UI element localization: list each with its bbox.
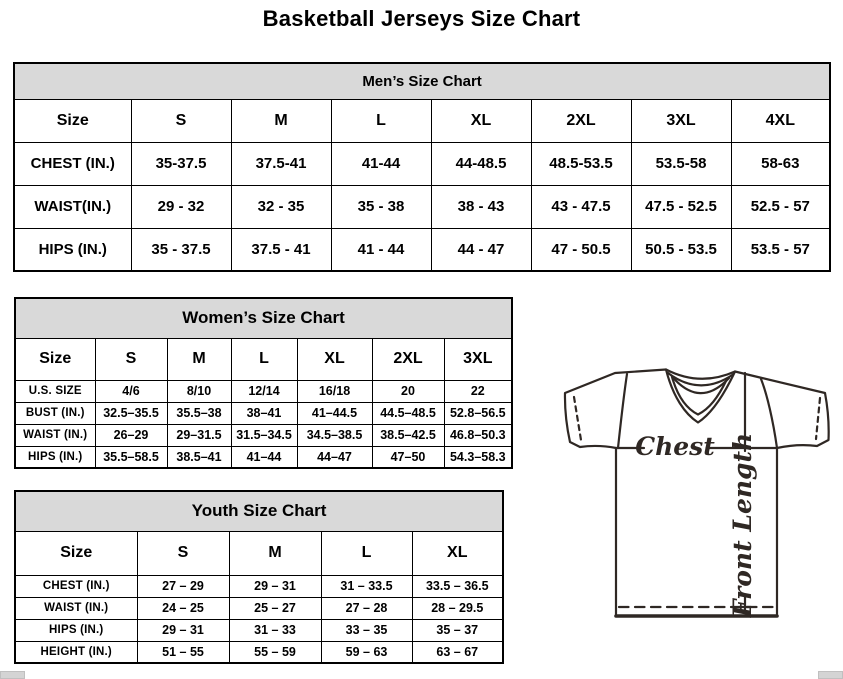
cell: 29 - 32 (131, 185, 231, 228)
cell: 51 – 55 (137, 641, 229, 663)
cell: 63 – 67 (412, 641, 503, 663)
column-header: M (229, 531, 321, 575)
youth-size-table (14, 490, 504, 664)
row-label: CHEST (IN.) (14, 142, 131, 185)
column-header: Size (15, 338, 95, 380)
cell: 35.5–58.5 (95, 446, 167, 468)
cell: 53.5 - 57 (731, 228, 830, 271)
row-label: WAIST (IN.) (15, 424, 95, 446)
womens-size-table (14, 297, 513, 469)
row-label: HEIGHT (IN.) (15, 641, 137, 663)
cell: 52.5 - 57 (731, 185, 830, 228)
cell: 31 – 33.5 (321, 575, 412, 597)
cell: 29 – 31 (137, 619, 229, 641)
cell: 35.5–38 (167, 402, 231, 424)
cell: 47.5 - 52.5 (631, 185, 731, 228)
youth-table-title: Youth Size Chart (15, 491, 503, 531)
column-header: 2XL (372, 338, 444, 380)
cell: 29 – 31 (229, 575, 321, 597)
table-row (14, 142, 830, 185)
cell: 27 – 28 (321, 597, 412, 619)
table-row (14, 228, 830, 271)
row-label: BUST (IN.) (15, 402, 95, 424)
cell: 29–31.5 (167, 424, 231, 446)
column-header: S (131, 99, 231, 142)
page-title: Basketball Jerseys Size Chart (262, 6, 581, 31)
cell: 33 – 35 (321, 619, 412, 641)
horizontal-scrollbar-left-fragment[interactable] (0, 671, 25, 679)
cell: 41–44 (231, 446, 297, 468)
table-row (15, 446, 512, 468)
cell: 32 - 35 (231, 185, 331, 228)
right-cuff-stitch (816, 398, 820, 439)
mens-table-title: Men’s Size Chart (14, 63, 830, 99)
cell: 24 – 25 (137, 597, 229, 619)
cell: 31 – 33 (229, 619, 321, 641)
row-label: WAIST(IN.) (14, 185, 131, 228)
chest-label: Chest (635, 432, 715, 461)
column-header: L (331, 99, 431, 142)
horizontal-scrollbar-right-fragment[interactable] (818, 671, 843, 679)
cell: 43 - 47.5 (531, 185, 631, 228)
cell: 41-44 (331, 142, 431, 185)
cell: 44-48.5 (431, 142, 531, 185)
left-sleeve-seam (618, 374, 627, 448)
cell: 20 (372, 380, 444, 402)
cell: 31.5–34.5 (231, 424, 297, 446)
table-row (15, 575, 503, 597)
column-header: 3XL (631, 99, 731, 142)
cell: 34.5–38.5 (297, 424, 372, 446)
cell: 35 - 38 (331, 185, 431, 228)
table-row (14, 185, 830, 228)
cell: 28 – 29.5 (412, 597, 503, 619)
cell: 44–47 (297, 446, 372, 468)
cell: 52.8–56.5 (444, 402, 512, 424)
table-row (15, 424, 512, 446)
jersey-outline (565, 370, 829, 617)
column-header: Size (15, 531, 137, 575)
cell: 32.5–35.5 (95, 402, 167, 424)
column-header: 2XL (531, 99, 631, 142)
cell: 35 - 37.5 (131, 228, 231, 271)
mens-size-table (13, 62, 831, 272)
column-header: M (167, 338, 231, 380)
cell: 44.5–48.5 (372, 402, 444, 424)
cell: 41–44.5 (297, 402, 372, 424)
cell: 35-37.5 (131, 142, 231, 185)
cell: 47 - 50.5 (531, 228, 631, 271)
cell: 22 (444, 380, 512, 402)
cell: 54.3–58.3 (444, 446, 512, 468)
column-header: L (321, 531, 412, 575)
cell: 12/14 (231, 380, 297, 402)
cell: 59 – 63 (321, 641, 412, 663)
column-header: L (231, 338, 297, 380)
right-sleeve-seam (761, 379, 777, 448)
table-row (15, 641, 503, 663)
column-header: Size (14, 99, 131, 142)
cell: 38 - 43 (431, 185, 531, 228)
cell: 25 – 27 (229, 597, 321, 619)
row-label: HIPS (IN.) (15, 619, 137, 641)
row-label: HIPS (IN.) (14, 228, 131, 271)
cell: 35 – 37 (412, 619, 503, 641)
row-label: WAIST (IN.) (15, 597, 137, 619)
table-row (15, 402, 512, 424)
table-row (15, 597, 503, 619)
cell: 53.5-58 (631, 142, 731, 185)
cell: 37.5-41 (231, 142, 331, 185)
column-header: XL (431, 99, 531, 142)
cell: 41 - 44 (331, 228, 431, 271)
front-length-label: Front Length (728, 432, 757, 618)
jersey-measurement-diagram (555, 360, 843, 630)
cell: 46.8–50.3 (444, 424, 512, 446)
column-header: M (231, 99, 331, 142)
cell: 38.5–41 (167, 446, 231, 468)
cell: 47–50 (372, 446, 444, 468)
row-label: U.S. SIZE (15, 380, 95, 402)
cell: 38–41 (231, 402, 297, 424)
cell: 44 - 47 (431, 228, 531, 271)
left-cuff-stitch (574, 397, 581, 440)
column-header: S (95, 338, 167, 380)
column-header: 4XL (731, 99, 830, 142)
column-header: XL (412, 531, 503, 575)
cell: 8/10 (167, 380, 231, 402)
cell: 38.5–42.5 (372, 424, 444, 446)
row-label: CHEST (IN.) (15, 575, 137, 597)
cell: 4/6 (95, 380, 167, 402)
cell: 48.5-53.5 (531, 142, 631, 185)
cell: 55 – 59 (229, 641, 321, 663)
table-row (15, 380, 512, 402)
cell: 37.5 - 41 (231, 228, 331, 271)
cell: 50.5 - 53.5 (631, 228, 731, 271)
cell: 26–29 (95, 424, 167, 446)
column-header: 3XL (444, 338, 512, 380)
cell: 33.5 – 36.5 (412, 575, 503, 597)
cell: 16/18 (297, 380, 372, 402)
column-header: S (137, 531, 229, 575)
table-row (15, 619, 503, 641)
cell: 27 – 29 (137, 575, 229, 597)
cell: 58-63 (731, 142, 830, 185)
row-label: HIPS (IN.) (15, 446, 95, 468)
column-header: XL (297, 338, 372, 380)
womens-table-title: Women’s Size Chart (15, 298, 512, 338)
